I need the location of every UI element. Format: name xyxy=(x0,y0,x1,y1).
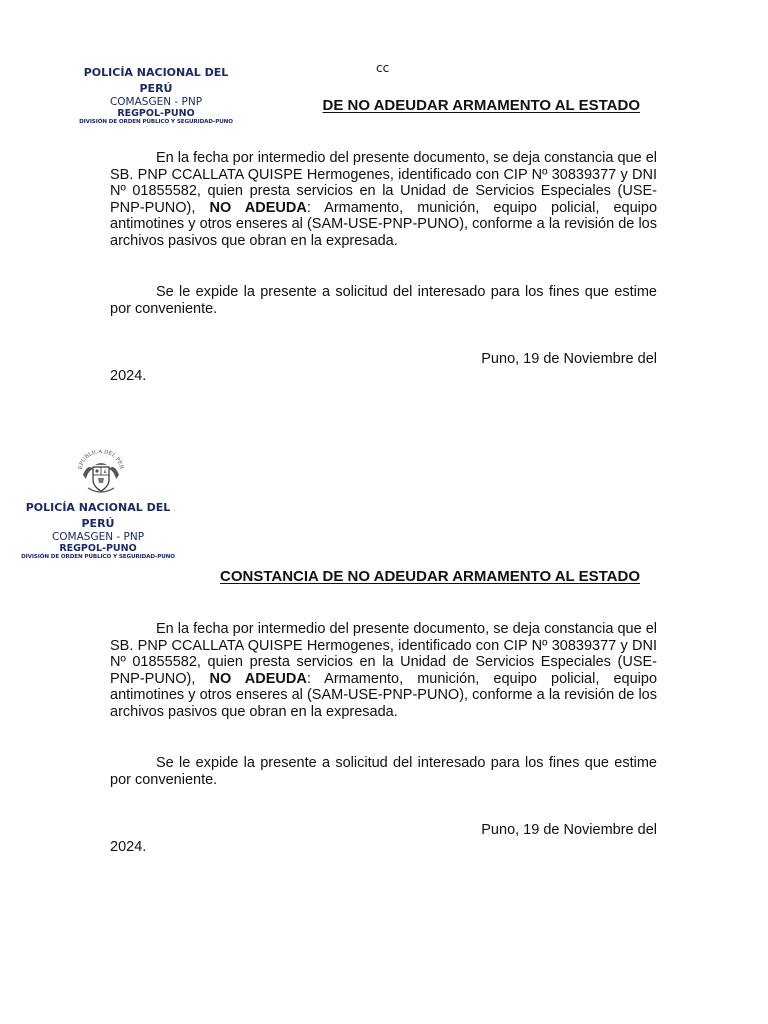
regpol-label: REGPOL-PUNO xyxy=(117,108,195,119)
date-line: Puno, 19 de Noviembre del xyxy=(481,822,657,838)
institution-header-2 xyxy=(8,499,188,561)
closing-paragraph: Se le expide la presente a solicitud del interesado para los fines que estime por conveniente. xyxy=(110,284,657,317)
no-adeuda-emphasis: NO ADEUDA xyxy=(209,199,307,216)
document-title-1: DE NO ADEUDAR ARMAMENTO AL ESTADO xyxy=(322,97,640,114)
document-title-2: CONSTANCIA DE NO ADEUDAR ARMAMENTO AL ESTADO xyxy=(220,568,640,585)
date-block-2 xyxy=(110,822,657,855)
comasgen-label: COMASGEN - PNP xyxy=(51,531,145,543)
institution-name-country: PERÚ xyxy=(139,82,173,95)
body-paragraph: En la fecha por intermedio del presente documento, se deja constancia que el SB. PNP CCALLATA QUISPE Hermogenes, identificado con CIP Nº 30839377 y DNI Nº 01855582, quien presta servicios en la Unidad de Servicios Especiales (USE-PNP-PUNO), NO ADEUDA: Armamento, munición, equipo policial, equipo antimotines y otros enseres al (SAM-USE-PNP-PUNO), conforme a la revisión de los archivos pasivos que obran en la expresada. xyxy=(110,150,658,249)
document-body-1 xyxy=(110,150,657,250)
date-line: Puno, 19 de Noviembre del xyxy=(481,351,657,367)
comasgen-label: COMASGEN - PNP xyxy=(109,96,203,108)
institution-name: POLICÍA NACIONAL DEL xyxy=(25,501,171,514)
no-adeuda-emphasis: NO ADEUDA xyxy=(209,670,307,687)
institution-header-1 xyxy=(66,64,246,126)
document-closing-2 xyxy=(110,755,657,788)
date-year: 2024. xyxy=(110,838,147,855)
closing-paragraph: Se le expide la presente a solicitud del interesado para los fines que estime por conveniente. xyxy=(110,755,657,788)
institution-name: POLICÍA NACIONAL DEL xyxy=(83,66,229,79)
cc-note: cc xyxy=(376,61,390,75)
division-label: DIVISIÓN DE ORDEN PÚBLICO Y SEGURIDAD-PUNO xyxy=(79,119,233,125)
coat-of-arms-seal xyxy=(74,450,128,496)
seal-text: EPUBLICA DEL PER xyxy=(77,450,125,470)
body-paragraph: En la fecha por intermedio del presente documento, se deja constancia que el SB. PNP CCALLATA QUISPE Hermogenes, identificado con CIP Nº 30839377 y DNI Nº 01855582, quien presta servicios en la Unidad de Servicios Especiales (USE-PNP-PUNO), NO ADEUDA: Armamento, munición, equipo policial, equipo antimotines y otros enseres al (SAM-USE-PNP-PUNO), conforme a la revisión de los archivos pasivos que obran en la expresada. xyxy=(110,621,658,720)
date-block-1 xyxy=(110,351,657,384)
document-body-2 xyxy=(110,621,657,721)
regpol-label: REGPOL-PUNO xyxy=(59,543,137,554)
division-label: DIVISIÓN DE ORDEN PÚBLICO Y SEGURIDAD-PUNO xyxy=(21,554,175,560)
date-year: 2024. xyxy=(110,367,147,384)
institution-name-country: PERÚ xyxy=(81,517,115,530)
document-closing-1 xyxy=(110,284,657,317)
